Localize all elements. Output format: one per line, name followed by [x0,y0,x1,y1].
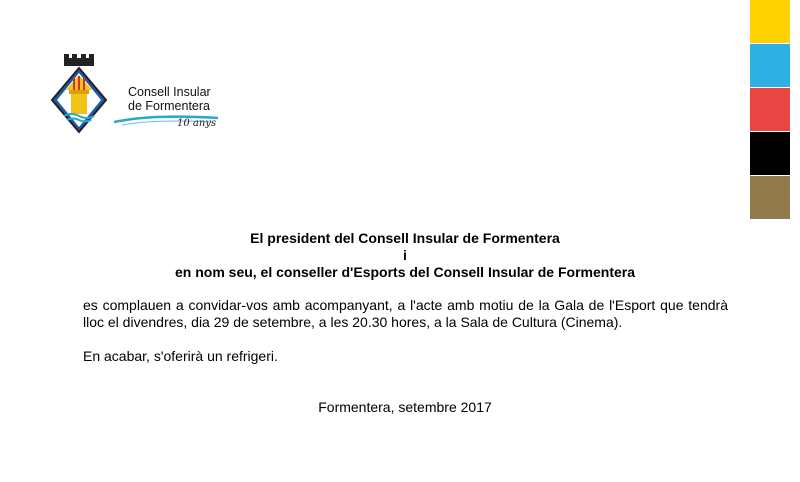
invitation-paragraph: es complauen a convidar-vos amb acompanyant, a l'acte amb motiu de la Gala de l'Esport que tendrà lloc el divendres, dia 29 de setembre, a les 20.30 hores, a la Sala de Cultura (Cinema). [83,297,728,330]
org-name-line1: Consell Insular [128,85,211,99]
org-name-line2: de Formentera [128,99,210,113]
refreshment-note: En acabar, s'oferirà un refrigeri. [83,348,278,364]
color-swatches [750,0,790,220]
swatch-cyan [750,44,790,87]
logo [44,52,224,138]
heading-line1: El president del Consell Insular de Formentera [250,230,560,246]
swatch-yellow [750,0,790,43]
swatch-black [750,132,790,175]
heading-line3: en nom seu, el conseller d'Esports del Consell Insular de Formentera [174,264,635,280]
swatch-olive [750,176,790,219]
anniversary-tagline: 10 anys [177,118,217,129]
place-date: Formentera, setembre 2017 [318,399,492,415]
heading-line2: i [403,247,407,263]
swatch-red [750,88,790,131]
